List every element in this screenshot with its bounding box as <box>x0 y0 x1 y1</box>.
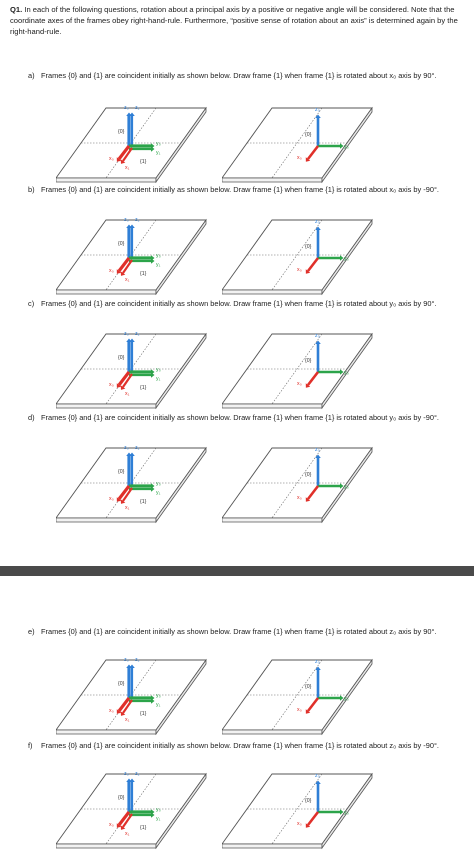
y0-label: y₀ <box>156 367 161 373</box>
frame0-tag: {0} <box>118 241 125 247</box>
initial-frames-figure <box>56 766 208 855</box>
plane-front-edge <box>222 730 322 734</box>
frame-diagram <box>222 100 374 184</box>
z0-label: z₀ <box>124 771 129 777</box>
plane-front-edge <box>56 290 156 294</box>
y1-label: y₁ <box>156 376 161 382</box>
document-page-2 <box>0 576 474 850</box>
question-label: a) <box>28 71 35 80</box>
frame1-tag: {1} <box>140 385 147 391</box>
frame-diagram <box>222 440 374 524</box>
frame0-tag: {0} <box>118 129 125 135</box>
frame0-tag: {0} <box>305 358 312 364</box>
frame1-tag: {1} <box>140 711 147 717</box>
x1-label: x₁ <box>125 391 130 397</box>
question-f <box>28 740 458 751</box>
intro-paragraph <box>10 4 465 37</box>
question-a <box>28 70 458 81</box>
frame0-tag: {0} <box>305 132 312 138</box>
question-c <box>28 298 458 309</box>
z1-label: z₁ <box>135 657 140 663</box>
frame-diagram <box>56 440 208 524</box>
x0-label: x₀ <box>297 267 302 273</box>
frame0-tag: {0} <box>305 684 312 690</box>
y0-label: y₀ <box>156 807 161 813</box>
z0-label: z₀ <box>124 445 129 451</box>
plane-front-edge <box>222 844 322 848</box>
plane-front-edge <box>222 404 322 408</box>
z1-label: z₁ <box>135 445 140 451</box>
y0-label: y₀ <box>344 256 349 262</box>
x1-label: x₁ <box>125 717 130 723</box>
answer-frame-figure <box>222 326 374 415</box>
y0-label: y₀ <box>344 144 349 150</box>
question-text: Frames {0} and {1} are coincident initially as shown below. Draw frame {1} when frame {1} is rotated about z₀ axis by 90°. <box>41 627 437 636</box>
frame-diagram <box>56 212 208 296</box>
y1-label: y₁ <box>156 490 161 496</box>
question-d <box>28 412 458 423</box>
question-text: Frames {0} and {1} are coincident initially as shown below. Draw frame {1} when frame {1} is rotated about y₀ axis by -90°. <box>41 413 439 422</box>
frame1-tag: {1} <box>140 825 147 831</box>
initial-frames-figure <box>56 100 208 189</box>
question-text: Frames {0} and {1} are coincident initially as shown below. Draw frame {1} when frame {1} is rotated about y₀ axis by 90°. <box>41 299 437 308</box>
frame0-tag: {0} <box>305 472 312 478</box>
frame-diagram <box>222 326 374 410</box>
plane-front-edge <box>222 518 322 522</box>
z0-label: z₀ <box>315 219 320 225</box>
y0-label: y₀ <box>344 484 349 490</box>
initial-frames-figure <box>56 652 208 741</box>
x1-label: x₁ <box>125 831 130 837</box>
plane-front-edge <box>222 178 322 182</box>
x0-label: x₀ <box>109 496 114 502</box>
y0-label: y₀ <box>344 696 349 702</box>
y1-label: y₁ <box>156 262 161 268</box>
z0-label: z₀ <box>315 333 320 339</box>
frame0-tag: {0} <box>118 681 125 687</box>
answer-frame-figure <box>222 440 374 529</box>
plane-front-edge <box>56 844 156 848</box>
z0-label: z₀ <box>315 659 320 665</box>
y0-label: y₀ <box>156 141 161 147</box>
x1-label: x₁ <box>125 165 130 171</box>
z0-label: z₀ <box>315 447 320 453</box>
answer-frame-figure <box>222 766 374 855</box>
answer-frame-figure <box>222 652 374 741</box>
question-b <box>28 184 458 195</box>
initial-frames-figure <box>56 212 208 301</box>
initial-frames-figure <box>56 440 208 529</box>
frame-diagram <box>56 326 208 410</box>
frame-diagram <box>56 652 208 736</box>
z0-label: z₀ <box>124 331 129 337</box>
x0-label: x₀ <box>297 381 302 387</box>
y0-label: y₀ <box>156 693 161 699</box>
answer-frame-figure <box>222 212 374 301</box>
frame-diagram <box>222 652 374 736</box>
frame-diagram <box>56 766 208 850</box>
plane-front-edge <box>56 730 156 734</box>
question-label: d) <box>28 413 35 422</box>
z1-label: z₁ <box>135 217 140 223</box>
frame0-tag: {0} <box>118 795 125 801</box>
z0-label: z₀ <box>315 773 320 779</box>
frame-diagram <box>222 212 374 296</box>
frame1-tag: {1} <box>140 159 147 165</box>
z0-label: z₀ <box>124 105 129 111</box>
z1-label: z₁ <box>135 105 140 111</box>
frame-diagram <box>56 100 208 184</box>
y0-label: y₀ <box>344 370 349 376</box>
question-label: f) <box>28 741 33 750</box>
question-label: c) <box>28 299 35 308</box>
frame0-tag: {0} <box>305 798 312 804</box>
frame0-tag: {0} <box>305 244 312 250</box>
x1-label: x₁ <box>125 277 130 283</box>
plane-front-edge <box>222 290 322 294</box>
x0-label: x₀ <box>109 382 114 388</box>
x1-label: x₁ <box>125 505 130 511</box>
x0-label: x₀ <box>297 821 302 827</box>
x0-label: x₀ <box>297 155 302 161</box>
page-separator <box>0 566 474 576</box>
question-text: Frames {0} and {1} are coincident initially as shown below. Draw frame {1} when frame {1} is rotated about z₀ axis by -90°. <box>41 741 439 750</box>
x0-label: x₀ <box>109 822 114 828</box>
question-label: b) <box>28 185 35 194</box>
x0-label: x₀ <box>297 495 302 501</box>
y0-label: y₀ <box>156 253 161 259</box>
x0-label: x₀ <box>109 268 114 274</box>
frame1-tag: {1} <box>140 499 147 505</box>
z1-label: z₁ <box>135 331 140 337</box>
question-e <box>28 626 458 637</box>
y1-label: y₁ <box>156 816 161 822</box>
z0-label: z₀ <box>315 107 320 113</box>
y0-label: y₀ <box>344 810 349 816</box>
plane-front-edge <box>56 178 156 182</box>
intro-text: In each of the following questions, rotation about a principal axis by a positive or negative angle will be considered. Note that the coordinate axes of the frames obey right-hand-rule. Furthermore, “positive sense of rotation about an axis” is determined again by the right-hand-rule. <box>10 5 458 36</box>
question-number: Q1. <box>10 5 23 14</box>
frame0-tag: {0} <box>118 469 125 475</box>
answer-frame-figure <box>222 100 374 189</box>
x0-label: x₀ <box>109 156 114 162</box>
question-label: e) <box>28 627 35 636</box>
plane-front-edge <box>56 518 156 522</box>
y0-label: y₀ <box>156 481 161 487</box>
x0-label: x₀ <box>109 708 114 714</box>
initial-frames-figure <box>56 326 208 415</box>
plane-front-edge <box>56 404 156 408</box>
z0-label: z₀ <box>124 217 129 223</box>
y1-label: y₁ <box>156 702 161 708</box>
frame0-tag: {0} <box>118 355 125 361</box>
x0-label: x₀ <box>297 707 302 713</box>
question-text: Frames {0} and {1} are coincident initially as shown below. Draw frame {1} when frame {1} is rotated about x₀ axis by 90°. <box>41 71 437 80</box>
question-text: Frames {0} and {1} are coincident initially as shown below. Draw frame {1} when frame {1} is rotated about x₀ axis by -90°. <box>41 185 439 194</box>
z0-label: z₀ <box>124 657 129 663</box>
frame1-tag: {1} <box>140 271 147 277</box>
y1-label: y₁ <box>156 150 161 156</box>
frame-diagram <box>222 766 374 850</box>
z1-label: z₁ <box>135 771 140 777</box>
